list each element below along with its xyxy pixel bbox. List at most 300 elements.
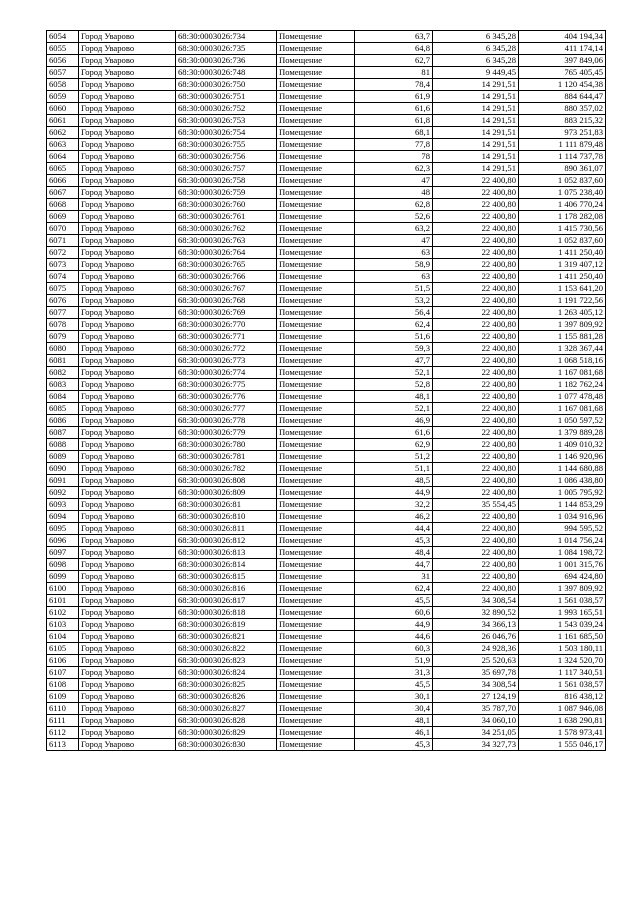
- area-cell: 78: [355, 151, 433, 163]
- unit-value-cell: 25 520,63: [433, 655, 519, 667]
- unit-value-cell: 22 400,80: [433, 271, 519, 283]
- unit-value-cell: 22 400,80: [433, 559, 519, 571]
- object-type-cell: Помещение: [277, 175, 355, 187]
- table-row: [47, 427, 606, 439]
- city-cell: Город Уварово: [79, 55, 176, 67]
- unit-value-cell: 6 345,28: [433, 55, 519, 67]
- table-row: [47, 619, 606, 631]
- row-number-cell: 6079: [47, 331, 79, 343]
- unit-value-cell: 22 400,80: [433, 487, 519, 499]
- table-row: [47, 367, 606, 379]
- object-type-cell: Помещение: [277, 247, 355, 259]
- table-row: [47, 535, 606, 547]
- city-cell: Город Уварово: [79, 199, 176, 211]
- cadastral-number-cell: 68:30:0003026:735: [176, 43, 277, 55]
- object-type-cell: Помещение: [277, 595, 355, 607]
- unit-value-cell: 22 400,80: [433, 463, 519, 475]
- total-value-cell: 1 406 770,24: [519, 199, 606, 211]
- city-cell: Город Уварово: [79, 139, 176, 151]
- total-value-cell: 1 167 081,68: [519, 367, 606, 379]
- area-cell: 62,4: [355, 319, 433, 331]
- city-cell: Город Уварово: [79, 43, 176, 55]
- area-cell: 62,4: [355, 583, 433, 595]
- unit-value-cell: 35 554,45: [433, 499, 519, 511]
- cadastral-number-cell: 68:30:0003026:762: [176, 223, 277, 235]
- city-cell: Город Уварово: [79, 595, 176, 607]
- object-type-cell: Помещение: [277, 355, 355, 367]
- object-type-cell: Помещение: [277, 571, 355, 583]
- total-value-cell: 1 001 315,76: [519, 559, 606, 571]
- total-value-cell: 1 561 038,57: [519, 595, 606, 607]
- table-row: [47, 91, 606, 103]
- object-type-cell: Помещение: [277, 343, 355, 355]
- row-number-cell: 6073: [47, 259, 79, 271]
- row-number-cell: 6059: [47, 91, 79, 103]
- area-cell: 48,1: [355, 715, 433, 727]
- cadastral-number-cell: 68:30:0003026:760: [176, 199, 277, 211]
- total-value-cell: 1 050 597,52: [519, 415, 606, 427]
- area-cell: 58,9: [355, 259, 433, 271]
- total-value-cell: 1 415 730,56: [519, 223, 606, 235]
- city-cell: Город Уварово: [79, 439, 176, 451]
- cadastral-number-cell: 68:30:0003026:817: [176, 595, 277, 607]
- area-cell: 60,6: [355, 607, 433, 619]
- unit-value-cell: 14 291,51: [433, 79, 519, 91]
- table-body: [47, 31, 606, 751]
- cadastral-number-cell: 68:30:0003026:824: [176, 667, 277, 679]
- cadastral-number-cell: 68:30:0003026:815: [176, 571, 277, 583]
- row-number-cell: 6078: [47, 319, 79, 331]
- row-number-cell: 6088: [47, 439, 79, 451]
- table-row: [47, 439, 606, 451]
- area-cell: 61,6: [355, 103, 433, 115]
- table-row: [47, 355, 606, 367]
- object-type-cell: Помещение: [277, 583, 355, 595]
- unit-value-cell: 22 400,80: [433, 295, 519, 307]
- table-row: [47, 175, 606, 187]
- table-row: [47, 379, 606, 391]
- row-number-cell: 6096: [47, 535, 79, 547]
- city-cell: Город Уварово: [79, 631, 176, 643]
- row-number-cell: 6094: [47, 511, 79, 523]
- area-cell: 63: [355, 271, 433, 283]
- total-value-cell: 973 251,83: [519, 127, 606, 139]
- total-value-cell: 1 178 282,08: [519, 211, 606, 223]
- city-cell: Город Уварово: [79, 619, 176, 631]
- unit-value-cell: 22 400,80: [433, 307, 519, 319]
- total-value-cell: 1 397 809,92: [519, 319, 606, 331]
- row-number-cell: 6111: [47, 715, 79, 727]
- row-number-cell: 6066: [47, 175, 79, 187]
- area-cell: 46,9: [355, 415, 433, 427]
- unit-value-cell: 22 400,80: [433, 583, 519, 595]
- cadastral-number-cell: 68:30:0003026:812: [176, 535, 277, 547]
- city-cell: Город Уварово: [79, 223, 176, 235]
- object-type-cell: Помещение: [277, 691, 355, 703]
- area-cell: 46,2: [355, 511, 433, 523]
- unit-value-cell: 22 400,80: [433, 571, 519, 583]
- row-number-cell: 6058: [47, 79, 79, 91]
- total-value-cell: 1 114 737,78: [519, 151, 606, 163]
- area-cell: 31: [355, 571, 433, 583]
- row-number-cell: 6102: [47, 607, 79, 619]
- row-number-cell: 6091: [47, 475, 79, 487]
- cadastral-number-cell: 68:30:0003026:773: [176, 355, 277, 367]
- total-value-cell: 1 379 889,28: [519, 427, 606, 439]
- area-cell: 81: [355, 67, 433, 79]
- city-cell: Город Уварово: [79, 115, 176, 127]
- city-cell: Город Уварово: [79, 271, 176, 283]
- row-number-cell: 6112: [47, 727, 79, 739]
- object-type-cell: Помещение: [277, 235, 355, 247]
- table-row: [47, 235, 606, 247]
- total-value-cell: 1 144 853,29: [519, 499, 606, 511]
- total-value-cell: 1 993 165,51: [519, 607, 606, 619]
- area-cell: 62,3: [355, 163, 433, 175]
- total-value-cell: 883 215,32: [519, 115, 606, 127]
- object-type-cell: Помещение: [277, 283, 355, 295]
- total-value-cell: 694 424,80: [519, 571, 606, 583]
- object-type-cell: Помещение: [277, 727, 355, 739]
- total-value-cell: 1 411 250,40: [519, 247, 606, 259]
- area-cell: 52,1: [355, 403, 433, 415]
- city-cell: Город Уварово: [79, 259, 176, 271]
- object-type-cell: Помещение: [277, 391, 355, 403]
- city-cell: Город Уварово: [79, 151, 176, 163]
- cadastral-number-cell: 68:30:0003026:761: [176, 211, 277, 223]
- cadastral-number-cell: 68:30:0003026:766: [176, 271, 277, 283]
- table-row: [47, 667, 606, 679]
- area-cell: 44,7: [355, 559, 433, 571]
- unit-value-cell: 22 400,80: [433, 283, 519, 295]
- table-row: [47, 163, 606, 175]
- total-value-cell: 884 644,47: [519, 91, 606, 103]
- city-cell: Город Уварово: [79, 475, 176, 487]
- city-cell: Город Уварово: [79, 547, 176, 559]
- unit-value-cell: 22 400,80: [433, 343, 519, 355]
- object-type-cell: Помещение: [277, 223, 355, 235]
- object-type-cell: Помещение: [277, 475, 355, 487]
- cadastral-number-cell: 68:30:0003026:767: [176, 283, 277, 295]
- area-cell: 63: [355, 247, 433, 259]
- unit-value-cell: 27 124,19: [433, 691, 519, 703]
- area-cell: 30,1: [355, 691, 433, 703]
- cadastral-number-cell: 68:30:0003026:830: [176, 739, 277, 751]
- city-cell: Город Уварово: [79, 511, 176, 523]
- object-type-cell: Помещение: [277, 451, 355, 463]
- row-number-cell: 6083: [47, 379, 79, 391]
- object-type-cell: Помещение: [277, 187, 355, 199]
- total-value-cell: 1 086 438,80: [519, 475, 606, 487]
- city-cell: Город Уварово: [79, 367, 176, 379]
- area-cell: 48,5: [355, 475, 433, 487]
- table-row: [47, 247, 606, 259]
- cadastral-number-cell: 68:30:0003026:752: [176, 103, 277, 115]
- unit-value-cell: 22 400,80: [433, 391, 519, 403]
- table-row: [47, 727, 606, 739]
- city-cell: Город Уварово: [79, 703, 176, 715]
- object-type-cell: Помещение: [277, 91, 355, 103]
- table-row: [47, 343, 606, 355]
- area-cell: 51,5: [355, 283, 433, 295]
- area-cell: 59,3: [355, 343, 433, 355]
- row-number-cell: 6086: [47, 415, 79, 427]
- object-type-cell: Помещение: [277, 547, 355, 559]
- city-cell: Город Уварово: [79, 79, 176, 91]
- unit-value-cell: 34 308,54: [433, 679, 519, 691]
- cadastral-number-cell: 68:30:0003026:758: [176, 175, 277, 187]
- unit-value-cell: 22 400,80: [433, 211, 519, 223]
- area-cell: 63,7: [355, 31, 433, 43]
- object-type-cell: Помещение: [277, 487, 355, 499]
- city-cell: Город Уварово: [79, 355, 176, 367]
- total-value-cell: 765 405,45: [519, 67, 606, 79]
- unit-value-cell: 22 400,80: [433, 511, 519, 523]
- row-number-cell: 6056: [47, 55, 79, 67]
- table-row: [47, 127, 606, 139]
- unit-value-cell: 22 400,80: [433, 187, 519, 199]
- row-number-cell: 6060: [47, 103, 79, 115]
- row-number-cell: 6098: [47, 559, 79, 571]
- table-row: [47, 43, 606, 55]
- city-cell: Город Уварово: [79, 427, 176, 439]
- city-cell: Город Уварово: [79, 379, 176, 391]
- row-number-cell: 6070: [47, 223, 79, 235]
- cadastral-number-cell: 68:30:0003026:809: [176, 487, 277, 499]
- area-cell: 51,1: [355, 463, 433, 475]
- table-row: [47, 391, 606, 403]
- city-cell: Город Уварово: [79, 127, 176, 139]
- object-type-cell: Помещение: [277, 427, 355, 439]
- table-row: [47, 415, 606, 427]
- total-value-cell: 1 263 405,12: [519, 307, 606, 319]
- city-cell: Город Уварово: [79, 187, 176, 199]
- cadastral-number-cell: 68:30:0003026:827: [176, 703, 277, 715]
- city-cell: Город Уварово: [79, 331, 176, 343]
- cadastral-number-cell: 68:30:0003026:814: [176, 559, 277, 571]
- total-value-cell: 1 068 518,16: [519, 355, 606, 367]
- total-value-cell: 890 361,07: [519, 163, 606, 175]
- object-type-cell: Помещение: [277, 535, 355, 547]
- city-cell: Город Уварово: [79, 607, 176, 619]
- city-cell: Город Уварово: [79, 583, 176, 595]
- area-cell: 51,2: [355, 451, 433, 463]
- city-cell: Город Уварово: [79, 163, 176, 175]
- area-cell: 48: [355, 187, 433, 199]
- cadastral-number-cell: 68:30:0003026:774: [176, 367, 277, 379]
- cadastral-number-cell: 68:30:0003026:813: [176, 547, 277, 559]
- cadastral-number-cell: 68:30:0003026:816: [176, 583, 277, 595]
- unit-value-cell: 22 400,80: [433, 439, 519, 451]
- total-value-cell: 1 077 478,48: [519, 391, 606, 403]
- area-cell: 61,9: [355, 91, 433, 103]
- table-row: [47, 271, 606, 283]
- table-row: [47, 547, 606, 559]
- unit-value-cell: 22 400,80: [433, 547, 519, 559]
- cadastral-number-cell: 68:30:0003026:755: [176, 139, 277, 151]
- table-row: [47, 739, 606, 751]
- table-row: [47, 703, 606, 715]
- row-number-cell: 6105: [47, 643, 79, 655]
- row-number-cell: 6106: [47, 655, 79, 667]
- table-row: [47, 631, 606, 643]
- cadastral-number-cell: 68:30:0003026:818: [176, 607, 277, 619]
- row-number-cell: 6103: [47, 619, 79, 631]
- unit-value-cell: 22 400,80: [433, 319, 519, 331]
- object-type-cell: Помещение: [277, 55, 355, 67]
- total-value-cell: 1 578 973,41: [519, 727, 606, 739]
- object-type-cell: Помещение: [277, 271, 355, 283]
- row-number-cell: 6081: [47, 355, 79, 367]
- object-type-cell: Помещение: [277, 127, 355, 139]
- city-cell: Город Уварово: [79, 343, 176, 355]
- object-type-cell: Помещение: [277, 403, 355, 415]
- row-number-cell: 6067: [47, 187, 79, 199]
- table-row: [47, 187, 606, 199]
- unit-value-cell: 22 400,80: [433, 199, 519, 211]
- city-cell: Город Уварово: [79, 523, 176, 535]
- table-row: [47, 307, 606, 319]
- cadastral-number-cell: 68:30:0003026:808: [176, 475, 277, 487]
- cadastral-number-cell: 68:30:0003026:748: [176, 67, 277, 79]
- table-row: [47, 331, 606, 343]
- total-value-cell: 1 182 762,24: [519, 379, 606, 391]
- city-cell: Город Уварово: [79, 487, 176, 499]
- unit-value-cell: 14 291,51: [433, 115, 519, 127]
- row-number-cell: 6084: [47, 391, 79, 403]
- object-type-cell: Помещение: [277, 319, 355, 331]
- table-row: [47, 79, 606, 91]
- table-row: [47, 523, 606, 535]
- unit-value-cell: 22 400,80: [433, 367, 519, 379]
- table-row: [47, 115, 606, 127]
- area-cell: 62,8: [355, 199, 433, 211]
- area-cell: 46,1: [355, 727, 433, 739]
- unit-value-cell: 34 366,13: [433, 619, 519, 631]
- city-cell: Город Уварово: [79, 415, 176, 427]
- area-cell: 48,1: [355, 391, 433, 403]
- city-cell: Город Уварово: [79, 451, 176, 463]
- row-number-cell: 6093: [47, 499, 79, 511]
- total-value-cell: 1 117 340,51: [519, 667, 606, 679]
- cadastral-number-cell: 68:30:0003026:757: [176, 163, 277, 175]
- total-value-cell: 1 319 407,12: [519, 259, 606, 271]
- unit-value-cell: 14 291,51: [433, 91, 519, 103]
- table-row: [47, 319, 606, 331]
- area-cell: 44,9: [355, 487, 433, 499]
- total-value-cell: 994 595,52: [519, 523, 606, 535]
- row-number-cell: 6108: [47, 679, 79, 691]
- city-cell: Город Уварово: [79, 319, 176, 331]
- row-number-cell: 6072: [47, 247, 79, 259]
- row-number-cell: 6069: [47, 211, 79, 223]
- cadastral-number-cell: 68:30:0003026:763: [176, 235, 277, 247]
- total-value-cell: 1 409 010,32: [519, 439, 606, 451]
- city-cell: Город Уварово: [79, 103, 176, 115]
- table-row: [47, 199, 606, 211]
- object-type-cell: Помещение: [277, 643, 355, 655]
- total-value-cell: 1 503 180,11: [519, 643, 606, 655]
- cadastral-number-cell: 68:30:0003026:81: [176, 499, 277, 511]
- cadastral-number-cell: 68:30:0003026:810: [176, 511, 277, 523]
- unit-value-cell: 22 400,80: [433, 523, 519, 535]
- unit-value-cell: 34 251,05: [433, 727, 519, 739]
- unit-value-cell: 26 046,76: [433, 631, 519, 643]
- table-row: [47, 595, 606, 607]
- total-value-cell: 1 034 916,96: [519, 511, 606, 523]
- area-cell: 45,5: [355, 595, 433, 607]
- row-number-cell: 6100: [47, 583, 79, 595]
- object-type-cell: Помещение: [277, 715, 355, 727]
- unit-value-cell: 22 400,80: [433, 475, 519, 487]
- city-cell: Город Уварово: [79, 643, 176, 655]
- table-row: [47, 571, 606, 583]
- city-cell: Город Уварово: [79, 235, 176, 247]
- area-cell: 62,9: [355, 439, 433, 451]
- object-type-cell: Помещение: [277, 739, 355, 751]
- unit-value-cell: 6 345,28: [433, 31, 519, 43]
- object-type-cell: Помещение: [277, 655, 355, 667]
- object-type-cell: Помещение: [277, 295, 355, 307]
- row-number-cell: 6085: [47, 403, 79, 415]
- object-type-cell: Помещение: [277, 631, 355, 643]
- row-number-cell: 6055: [47, 43, 79, 55]
- row-number-cell: 6095: [47, 523, 79, 535]
- unit-value-cell: 22 400,80: [433, 247, 519, 259]
- row-number-cell: 6076: [47, 295, 79, 307]
- area-cell: 45,5: [355, 679, 433, 691]
- city-cell: Город Уварово: [79, 247, 176, 259]
- object-type-cell: Помещение: [277, 367, 355, 379]
- cadastral-number-cell: 68:30:0003026:778: [176, 415, 277, 427]
- total-value-cell: 1 167 081,68: [519, 403, 606, 415]
- area-cell: 48,4: [355, 547, 433, 559]
- cadastral-number-cell: 68:30:0003026:821: [176, 631, 277, 643]
- city-cell: Город Уварово: [79, 559, 176, 571]
- object-type-cell: Помещение: [277, 331, 355, 343]
- total-value-cell: 1 146 920,96: [519, 451, 606, 463]
- unit-value-cell: 35 697,78: [433, 667, 519, 679]
- city-cell: Город Уварово: [79, 391, 176, 403]
- total-value-cell: 1 324 520,70: [519, 655, 606, 667]
- object-type-cell: Помещение: [277, 703, 355, 715]
- total-value-cell: 1 087 946,08: [519, 703, 606, 715]
- row-number-cell: 6099: [47, 571, 79, 583]
- cadastral-number-cell: 68:30:0003026:771: [176, 331, 277, 343]
- table-row: [47, 499, 606, 511]
- total-value-cell: 1 005 795,92: [519, 487, 606, 499]
- object-type-cell: Помещение: [277, 211, 355, 223]
- table-row: [47, 55, 606, 67]
- city-cell: Город Уварово: [79, 403, 176, 415]
- cadastral-number-cell: 68:30:0003026:736: [176, 55, 277, 67]
- unit-value-cell: 34 060,10: [433, 715, 519, 727]
- row-number-cell: 6092: [47, 487, 79, 499]
- city-cell: Город Уварово: [79, 463, 176, 475]
- cadastral-number-cell: 68:30:0003026:734: [176, 31, 277, 43]
- row-number-cell: 6087: [47, 427, 79, 439]
- table-row: [47, 211, 606, 223]
- object-type-cell: Помещение: [277, 619, 355, 631]
- city-cell: Город Уварово: [79, 295, 176, 307]
- table-row: [47, 151, 606, 163]
- area-cell: 44,4: [355, 523, 433, 535]
- city-cell: Город Уварово: [79, 739, 176, 751]
- cadastral-number-cell: 68:30:0003026:750: [176, 79, 277, 91]
- total-value-cell: 1 084 198,72: [519, 547, 606, 559]
- table-row: [47, 259, 606, 271]
- table-row: [47, 463, 606, 475]
